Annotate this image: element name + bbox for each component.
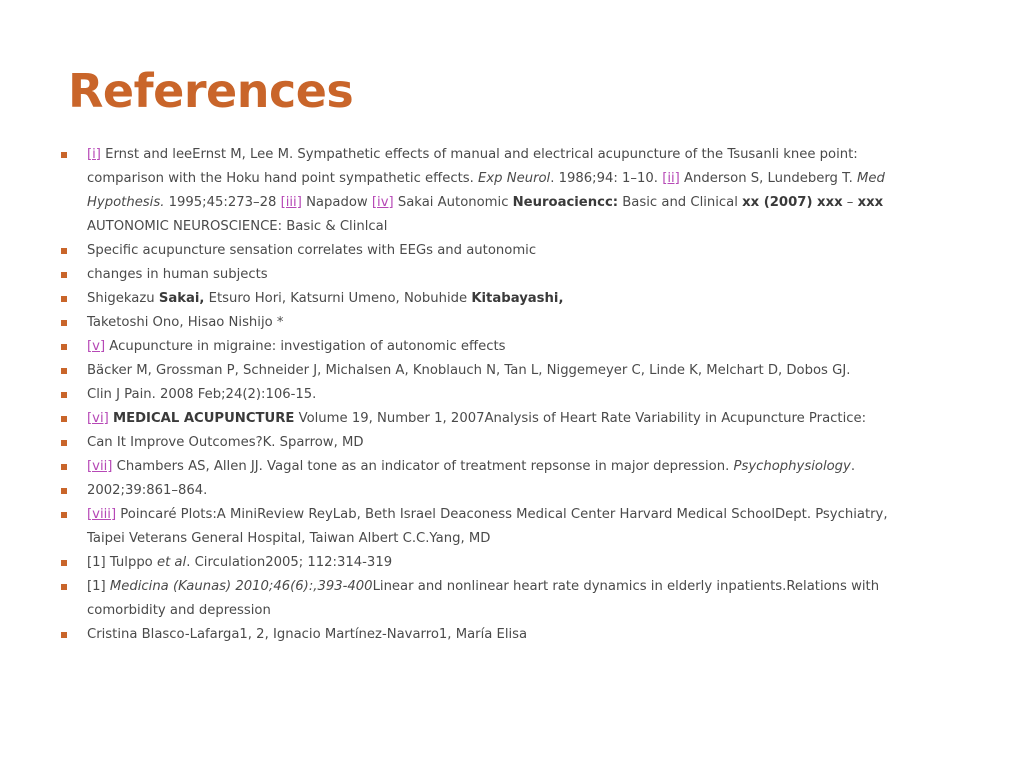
reference-text: . [850, 459, 856, 474]
slide-title: References [68, 64, 354, 118]
square-bullet-icon [61, 344, 67, 350]
square-bullet-icon [61, 632, 67, 638]
reference-bold-text: xx (2007) xxx [742, 195, 843, 210]
reference-text: changes in human subjects [87, 267, 268, 282]
square-bullet-icon [61, 368, 67, 374]
reference-text: Can It Improve Outcomes?K. Sparrow, MD [87, 435, 364, 450]
square-bullet-icon [61, 416, 67, 422]
reference-link[interactable]: [vii] [87, 459, 113, 474]
reference-text: 1995;45:273–28 [164, 195, 281, 210]
reference-text: Acupuncture in migraine: investigation of autonomic effects [105, 339, 506, 354]
reference-item [60, 359, 920, 383]
reference-text: Linear and nonlinear heart rate dynamics in elderly inpatients.Relations with comorbidity and depression [87, 579, 880, 618]
reference-text: Ernst and leeErnst M, Lee M. Sympathetic effects of manual and electrical acupuncture of the Tsusanli knee point: comparison with the Hoku hand point sympathetic effects. [87, 147, 858, 186]
reference-item [60, 287, 920, 311]
reference-item [60, 551, 920, 575]
square-bullet-icon [61, 392, 67, 398]
reference-item [60, 431, 920, 455]
reference-item [60, 407, 920, 431]
reference-link[interactable]: [iii] [280, 195, 302, 210]
reference-link[interactable]: [i] [87, 147, 101, 162]
reference-bold-text: Kitabayashi, [471, 291, 564, 306]
reference-text: 2002;39:861–864. [87, 483, 208, 498]
reference-item [60, 455, 920, 479]
reference-text: AUTONOMIC NEUROSCIENCE: Basic & Clinlcal [87, 219, 388, 234]
reference-text: Napadow [301, 195, 372, 210]
reference-italic-text: Med Hypothesis. [87, 171, 885, 210]
square-bullet-icon [61, 488, 67, 494]
reference-item [60, 623, 920, 647]
reference-text: [1] [87, 579, 110, 594]
reference-text: Bäcker M, Grossman P, Schneider J, Michalsen A, Knoblauch N, Tan L, Niggemeyer C, Linde K, Melchart D, Dobos GJ. [87, 363, 851, 378]
reference-link[interactable]: [viii] [87, 507, 117, 522]
reference-link[interactable]: [iv] [371, 195, 394, 210]
reference-text: Cristina Blasco-Lafarga1, 2, Ignacio Martínez-Navarro1, María Elisa [87, 627, 528, 642]
reference-text: Anderson S, Lundeberg T. [679, 171, 857, 186]
reference-text: Clin J Pain. 2008 Feb;24(2):106-15. [87, 387, 317, 402]
square-bullet-icon [61, 296, 67, 302]
square-bullet-icon [61, 320, 67, 326]
reference-bold-text: Neuroaciencc: [512, 195, 619, 210]
square-bullet-icon [61, 464, 67, 470]
reference-list [60, 143, 920, 647]
reference-text: Poincaré Plots:A MiniReview ReyLab, Beth Israel Deaconess Medical Center Harvard Medical SchoolDept. Psychiatry, Taipei Veterans General Hospital, Taiwan Albert C.C.Yang, MD [87, 507, 888, 546]
reference-item [60, 239, 920, 263]
square-bullet-icon [61, 272, 67, 278]
square-bullet-icon [61, 560, 67, 566]
reference-bold-text: xxx [857, 195, 884, 210]
square-bullet-icon [61, 584, 67, 590]
reference-text: Volume 19, Number 1, 2007Analysis of Heart Rate Variability in Acupuncture Practice: [294, 411, 867, 426]
reference-text: Etsuro Hori, Katsurni Umeno, Nobuhide [204, 291, 472, 306]
reference-link[interactable]: [ii] [662, 171, 680, 186]
reference-bold-text: Sakai, [158, 291, 205, 306]
reference-italic-text: Exp Neurol [478, 171, 551, 186]
reference-text: Sakai Autonomic [393, 195, 513, 210]
reference-italic-text: Medicina (Kaunas) 2010;46(6):,393-400 [109, 579, 373, 594]
reference-item [60, 479, 920, 503]
reference-text: [1] Tulppo [87, 555, 157, 570]
reference-text: Taketoshi Ono, Hisao Nishijo * [87, 315, 284, 330]
reference-italic-text: et al [156, 555, 187, 570]
square-bullet-icon [61, 248, 67, 254]
square-bullet-icon [61, 152, 67, 158]
reference-italic-text: Psychophysiology [733, 459, 851, 474]
reference-item [60, 575, 920, 623]
reference-item [60, 503, 920, 551]
reference-text: Chambers AS, Allen JJ. Vagal tone as an indicator of treatment repsonse in major depression. [112, 459, 734, 474]
square-bullet-icon [61, 512, 67, 518]
reference-text: – [842, 195, 858, 210]
reference-item [60, 143, 920, 239]
reference-bold-text: MEDICAL ACUPUNCTURE [112, 411, 295, 426]
reference-text: Specific acupuncture sensation correlates with EEGs and autonomic [87, 243, 537, 258]
reference-text: . 1986;94: 1–10. [550, 171, 663, 186]
reference-text: . Circulation2005; 112:314-319 [186, 555, 393, 570]
square-bullet-icon [61, 440, 67, 446]
reference-link[interactable]: [vi] [87, 411, 109, 426]
reference-text: Shigekazu [87, 291, 159, 306]
reference-link[interactable]: [v] [87, 339, 106, 354]
reference-text: Basic and Clinical [618, 195, 743, 210]
reference-item [60, 383, 920, 407]
reference-item [60, 335, 920, 359]
reference-item [60, 311, 920, 335]
reference-item [60, 263, 920, 287]
